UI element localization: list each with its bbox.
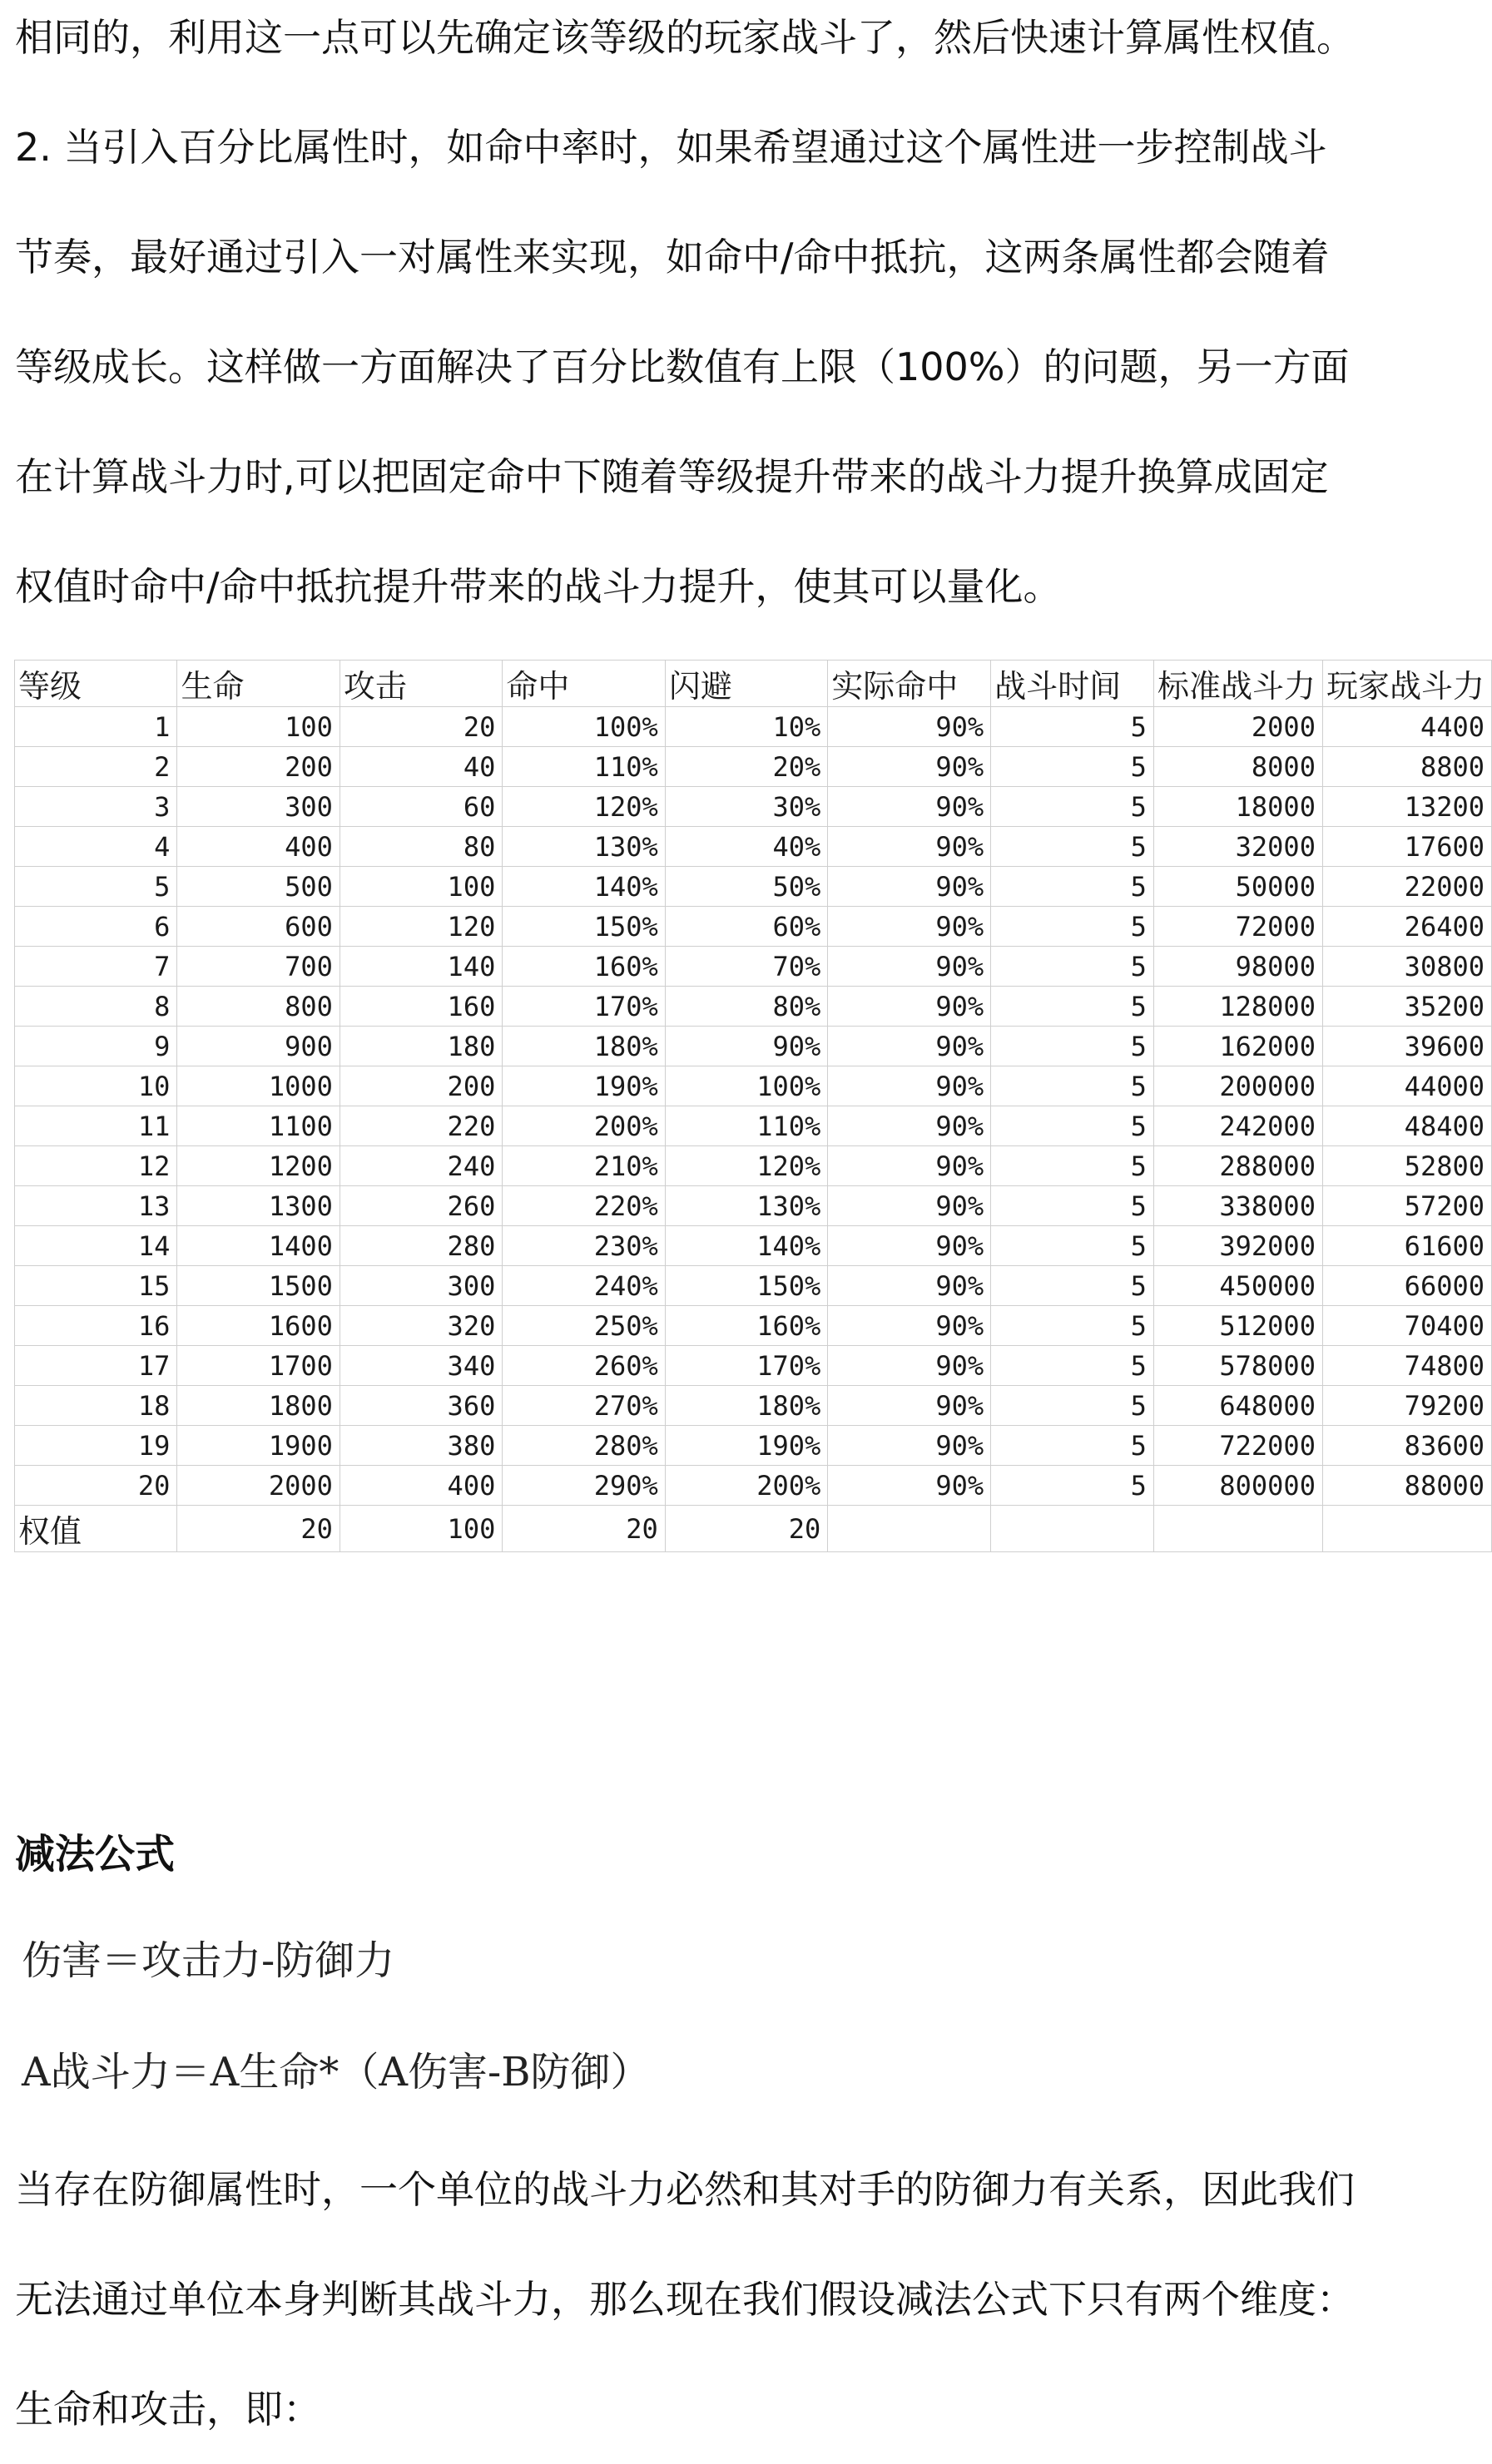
table-cell: 40%: [665, 827, 827, 867]
table-cell: 190%: [665, 1426, 827, 1466]
table-cell: 110%: [665, 1106, 827, 1146]
table-cell: 512000: [1153, 1306, 1322, 1346]
table-row: [15, 1466, 1492, 1506]
column-header: 命中: [503, 661, 665, 707]
table-cell: 40: [340, 747, 502, 787]
table-cell: 90%: [828, 947, 991, 987]
table-cell: 450000: [1153, 1266, 1322, 1306]
table-cell: 90%: [828, 1466, 991, 1506]
table-cell: 800: [177, 987, 340, 1027]
table-cell: 200%: [665, 1466, 827, 1506]
column-header: 实际命中: [828, 661, 991, 707]
table-cell: 1200: [177, 1146, 340, 1186]
table-row: [15, 1306, 1492, 1346]
text-line: 节奏，最好通过引入一对属性来实现，如命中/命中抵抗，这两条属性都会随着: [15, 235, 1330, 280]
table-cell: 90%: [828, 1266, 991, 1306]
column-header: 玩家战斗力: [1322, 661, 1491, 707]
table-cell: 50000: [1153, 867, 1322, 907]
table-cell: 35200: [1322, 987, 1491, 1027]
table-cell: 1500: [177, 1266, 340, 1306]
table-row: [15, 787, 1492, 827]
table-row: [15, 907, 1492, 947]
table-cell: 17: [15, 1346, 177, 1386]
table-cell: 90%: [828, 1146, 991, 1186]
table-cell: 26400: [1322, 907, 1491, 947]
table-cell: 170%: [665, 1346, 827, 1386]
table-cell: 3: [15, 787, 177, 827]
table-cell: 5: [991, 1306, 1154, 1346]
table-cell: 1000: [177, 1066, 340, 1106]
table-cell: 5: [991, 747, 1154, 787]
table-cell: 800000: [1153, 1466, 1322, 1506]
table-cell: 270%: [503, 1386, 665, 1426]
table-cell: 20: [503, 1506, 665, 1552]
table-cell: 90%: [828, 747, 991, 787]
table-cell: 4: [15, 827, 177, 867]
table-cell: 140%: [503, 867, 665, 907]
table-cell: 300: [340, 1266, 502, 1306]
table-cell: 5: [991, 1266, 1154, 1306]
table-cell: 44000: [1322, 1066, 1491, 1106]
table-cell: 220%: [503, 1186, 665, 1226]
weight-label: 权值: [15, 1506, 177, 1552]
table-cell: 90%: [828, 1386, 991, 1426]
table-cell: 18000: [1153, 787, 1322, 827]
table-cell: 5: [15, 867, 177, 907]
column-header: 生命: [177, 661, 340, 707]
table-cell: 380: [340, 1426, 502, 1466]
level-stats-table: [14, 660, 1492, 1552]
table-row: [15, 1186, 1492, 1226]
table-cell: 200: [177, 747, 340, 787]
table-cell: 90%: [828, 867, 991, 907]
table-cell: 130%: [503, 827, 665, 867]
table-cell: 160%: [665, 1306, 827, 1346]
table-cell: 600: [177, 907, 340, 947]
table-cell: 2000: [177, 1466, 340, 1506]
table-cell: 200: [340, 1066, 502, 1106]
table-cell: 260: [340, 1186, 502, 1226]
table-cell: 5: [991, 1066, 1154, 1106]
table-cell: 5: [991, 1027, 1154, 1066]
table-cell: 162000: [1153, 1027, 1322, 1066]
section-heading: 减法公式: [15, 1831, 176, 1878]
table-cell: 400: [340, 1466, 502, 1506]
table-cell: 500: [177, 867, 340, 907]
table-cell: 98000: [1153, 947, 1322, 987]
table-cell: 90%: [828, 1426, 991, 1466]
table-cell: 15: [15, 1266, 177, 1306]
table-cell: 180: [340, 1027, 502, 1066]
column-header: 战斗时间: [991, 661, 1154, 707]
table-cell: 90%: [828, 1226, 991, 1266]
table-cell: 1300: [177, 1186, 340, 1226]
table-cell: 300: [177, 787, 340, 827]
table-cell: 79200: [1322, 1386, 1491, 1426]
table-cell: 80: [340, 827, 502, 867]
table-cell: 1400: [177, 1226, 340, 1266]
table-cell: 5: [991, 1226, 1154, 1266]
table-cell: 578000: [1153, 1346, 1322, 1386]
text-line: 无法通过单位本身判断其战斗力，那么现在我们假设减法公式下只有两个维度：: [15, 2277, 1355, 2322]
table-cell: 100: [340, 1506, 502, 1552]
table-cell: 10%: [665, 707, 827, 747]
table-cell: 900: [177, 1027, 340, 1066]
table-cell: 70400: [1322, 1306, 1491, 1346]
table-cell: [828, 1506, 991, 1552]
table-cell: 320: [340, 1306, 502, 1346]
text-line: 权值时命中/命中抵抗提升带来的战斗力提升，使其可以量化。: [15, 564, 1062, 609]
table-cell: 5: [991, 787, 1154, 827]
table-cell: 90%: [828, 1186, 991, 1226]
table-cell: 4400: [1322, 707, 1491, 747]
table-cell: 8000: [1153, 747, 1322, 787]
table-cell: 17600: [1322, 827, 1491, 867]
table-cell: 130%: [665, 1186, 827, 1226]
table-cell: 20: [340, 707, 502, 747]
text-line: 生命和攻击，即：: [15, 2387, 321, 2432]
table-cell: 140%: [665, 1226, 827, 1266]
table-row: [15, 1266, 1492, 1306]
table-cell: 13: [15, 1186, 177, 1226]
table-cell: 66000: [1322, 1266, 1491, 1306]
table-cell: 100: [177, 707, 340, 747]
table-row: [15, 1066, 1492, 1106]
table-cell: 2000: [1153, 707, 1322, 747]
table-cell: 6: [15, 907, 177, 947]
table-cell: 5: [991, 707, 1154, 747]
table-cell: 39600: [1322, 1027, 1491, 1066]
table-cell: 1100: [177, 1106, 340, 1146]
table-cell: 200000: [1153, 1066, 1322, 1106]
table-cell: 32000: [1153, 827, 1322, 867]
table-row: [15, 747, 1492, 787]
table-cell: 90%: [828, 1066, 991, 1106]
table-cell: 7: [15, 947, 177, 987]
table-cell: 90%: [828, 787, 991, 827]
table-cell: 90%: [828, 987, 991, 1027]
table-cell: 180%: [503, 1027, 665, 1066]
table-cell: [1153, 1506, 1322, 1552]
intro-paragraph: [15, 0, 1480, 641]
table-cell: 18: [15, 1386, 177, 1426]
table-cell: 280: [340, 1226, 502, 1266]
table-cell: 50%: [665, 867, 827, 907]
table-cell: 14: [15, 1226, 177, 1266]
table-cell: 52800: [1322, 1146, 1491, 1186]
table-cell: 290%: [503, 1466, 665, 1506]
table-cell: 20%: [665, 747, 827, 787]
table-cell: 11: [15, 1106, 177, 1146]
table-cell: 60: [340, 787, 502, 827]
table-cell: 30%: [665, 787, 827, 827]
table-cell: [1322, 1506, 1491, 1552]
combat-power-formula: A战斗力＝A生命*（A伤害-B防御）: [22, 2049, 651, 2095]
table-header-row: [15, 661, 1492, 707]
table-cell: 5: [991, 1146, 1154, 1186]
table-cell: 110%: [503, 747, 665, 787]
table-cell: 20: [177, 1506, 340, 1552]
table-cell: 392000: [1153, 1226, 1322, 1266]
table-cell: 340: [340, 1346, 502, 1386]
table-cell: 88000: [1322, 1466, 1491, 1506]
text-line: 等级成长。这样做一方面解决了百分比数值有上限（100%）的问题，另一方面: [15, 344, 1350, 389]
table-cell: 5: [991, 1106, 1154, 1146]
table-row: [15, 1027, 1492, 1066]
table-cell: 120%: [665, 1146, 827, 1186]
table-row: [15, 1106, 1492, 1146]
table-cell: 400: [177, 827, 340, 867]
table-cell: 100%: [503, 707, 665, 747]
table-row: [15, 1226, 1492, 1266]
table-cell: 280%: [503, 1426, 665, 1466]
table-cell: 240: [340, 1146, 502, 1186]
table-cell: 48400: [1322, 1106, 1491, 1146]
table-cell: 10: [15, 1066, 177, 1106]
table-cell: 240%: [503, 1266, 665, 1306]
table-cell: [991, 1506, 1154, 1552]
table-cell: 60%: [665, 907, 827, 947]
column-header: 等级: [15, 661, 177, 707]
table-cell: 12: [15, 1146, 177, 1186]
table-cell: 22000: [1322, 867, 1491, 907]
table-cell: 5: [991, 1186, 1154, 1226]
table-cell: 1900: [177, 1426, 340, 1466]
table-cell: 90%: [828, 1346, 991, 1386]
table-cell: 61600: [1322, 1226, 1491, 1266]
table-cell: 5: [991, 907, 1154, 947]
damage-formula: 伤害＝攻击力-防御力: [22, 1937, 395, 1984]
table-cell: 16: [15, 1306, 177, 1346]
table-cell: 220: [340, 1106, 502, 1146]
text-line: 在计算战斗力时,可以把固定命中下随着等级提升带来的战斗力提升换算成固定: [15, 454, 1329, 499]
table-cell: 90%: [828, 907, 991, 947]
column-header: 标准战斗力: [1153, 661, 1322, 707]
table-cell: 2: [15, 747, 177, 787]
table-row: [15, 1146, 1492, 1186]
table-cell: 90%: [665, 1027, 827, 1066]
weight-row: [15, 1506, 1492, 1552]
table-cell: 242000: [1153, 1106, 1322, 1146]
table-cell: 5: [991, 867, 1154, 907]
table-cell: 1: [15, 707, 177, 747]
text-line: 当存在防御属性时，一个单位的战斗力必然和其对手的防御力有关系，因此我们: [15, 2167, 1355, 2212]
table-row: [15, 827, 1492, 867]
table-cell: 90%: [828, 1306, 991, 1346]
table-cell: 140: [340, 947, 502, 987]
table-cell: 1600: [177, 1306, 340, 1346]
table-cell: 170%: [503, 987, 665, 1027]
table-cell: 150%: [665, 1266, 827, 1306]
table-cell: 70%: [665, 947, 827, 987]
table-cell: 5: [991, 1466, 1154, 1506]
table-cell: 360: [340, 1386, 502, 1426]
table-row: [15, 1426, 1492, 1466]
table-row: [15, 707, 1492, 747]
table-cell: 190%: [503, 1066, 665, 1106]
text-line: 2. 当引入百分比属性时，如命中率时，如果希望通过这个属性进一步控制战斗: [15, 125, 1327, 170]
table-cell: 160: [340, 987, 502, 1027]
table-cell: 128000: [1153, 987, 1322, 1027]
table-cell: 160%: [503, 947, 665, 987]
table-cell: 210%: [503, 1146, 665, 1186]
table-row: [15, 947, 1492, 987]
column-header: 攻击: [340, 661, 502, 707]
table-cell: 180%: [665, 1386, 827, 1426]
table-cell: 5: [991, 1426, 1154, 1466]
table-cell: 5: [991, 947, 1154, 987]
table-cell: 5: [991, 1346, 1154, 1386]
text-line: 相同的，利用这一点可以先确定该等级的玩家战斗了，然后快速计算属性权值。: [15, 15, 1355, 60]
table-cell: 700: [177, 947, 340, 987]
table-cell: 260%: [503, 1346, 665, 1386]
table-cell: 288000: [1153, 1146, 1322, 1186]
table-cell: 13200: [1322, 787, 1491, 827]
body-paragraph: [15, 2135, 1480, 2464]
table-cell: 74800: [1322, 1346, 1491, 1386]
table-cell: 338000: [1153, 1186, 1322, 1226]
table-cell: 150%: [503, 907, 665, 947]
table-cell: 230%: [503, 1226, 665, 1266]
table-cell: 19: [15, 1426, 177, 1466]
table-cell: 8: [15, 987, 177, 1027]
table-cell: 100%: [665, 1066, 827, 1106]
table-cell: 90%: [828, 707, 991, 747]
table-cell: 5: [991, 1386, 1154, 1426]
table-cell: 250%: [503, 1306, 665, 1346]
table-cell: 100: [340, 867, 502, 907]
table-row: [15, 1386, 1492, 1426]
table-cell: 5: [991, 827, 1154, 867]
table-cell: 8800: [1322, 747, 1491, 787]
table-cell: 648000: [1153, 1386, 1322, 1426]
table-cell: 1700: [177, 1346, 340, 1386]
table-cell: 83600: [1322, 1426, 1491, 1466]
table-row: [15, 1346, 1492, 1386]
table-cell: 30800: [1322, 947, 1491, 987]
table-cell: 1800: [177, 1386, 340, 1426]
column-header: 闪避: [665, 661, 827, 707]
table-row: [15, 867, 1492, 907]
table-cell: 120%: [503, 787, 665, 827]
table-cell: 20: [15, 1466, 177, 1506]
table-cell: 90%: [828, 1027, 991, 1066]
table-cell: 72000: [1153, 907, 1322, 947]
table-row: [15, 987, 1492, 1027]
table-cell: 5: [991, 987, 1154, 1027]
table-cell: 9: [15, 1027, 177, 1066]
table-cell: 57200: [1322, 1186, 1491, 1226]
table-cell: 20: [665, 1506, 827, 1552]
table-cell: 90%: [828, 827, 991, 867]
table-cell: 120: [340, 907, 502, 947]
table-cell: 722000: [1153, 1426, 1322, 1466]
table-cell: 80%: [665, 987, 827, 1027]
table-cell: 200%: [503, 1106, 665, 1146]
table-cell: 90%: [828, 1106, 991, 1146]
